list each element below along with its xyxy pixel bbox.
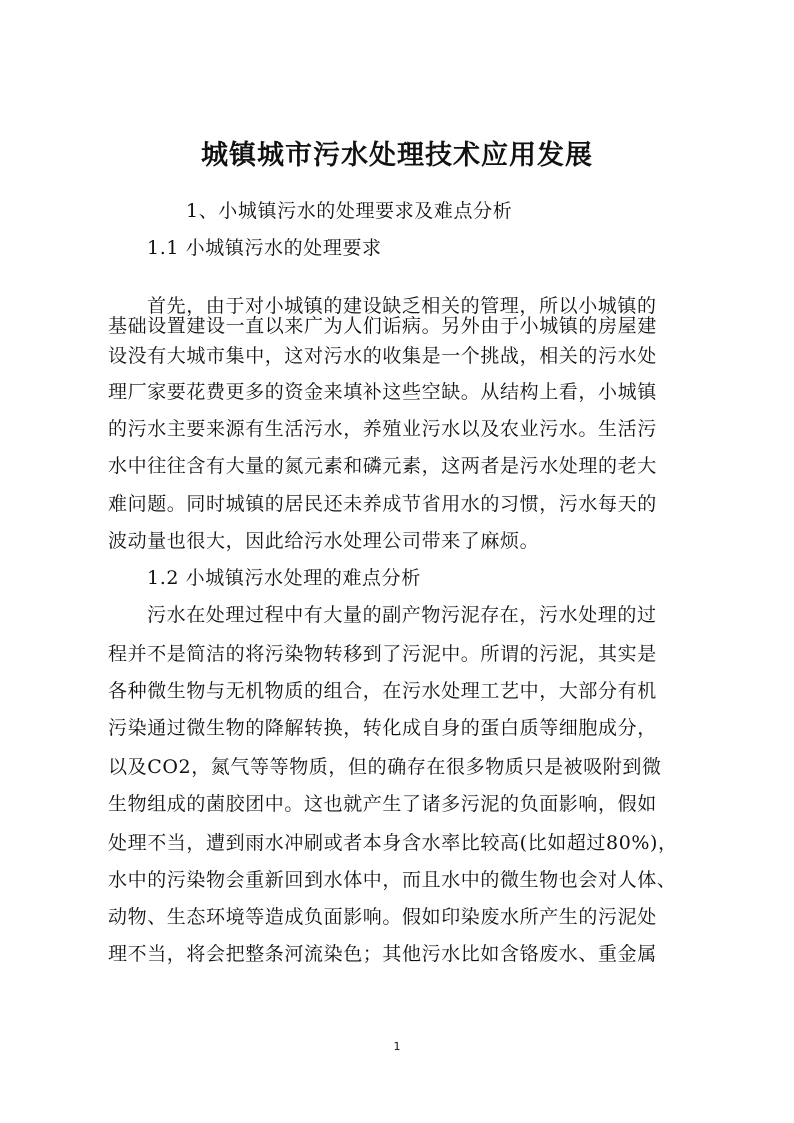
text-line: 各种微生物与无机物质的组合，在污水处理工艺中，大部分有机 <box>108 680 657 702</box>
page-number: 1 <box>393 1040 401 1053</box>
text-line: 的污水主要来源有生活污水，养殖业污水以及农业污水。生活污 <box>108 418 657 440</box>
text-line: 程并不是简洁的将污染物转移到了污泥中。所谓的污泥，其实是 <box>108 643 657 665</box>
text-line: 理厂家要花费更多的资金来填补这些空缺。从结构上看，小城镇 <box>108 381 657 403</box>
text-line: 理不当，将会把整条河流染色；其他污水比如含铬废水、重金属 <box>108 943 657 965</box>
text-line: 以及CO2，氮气等等物质，但的确存在很多物质只是被吸附到微 <box>108 756 662 778</box>
text-line: 污染通过微生物的降解转换，转化成自身的蛋白质等细胞成分， <box>108 717 657 739</box>
text-line: 波动量也很大，因此给污水处理公司带来了麻烦。 <box>108 530 540 552</box>
text-line: 生物组成的菌胶团中。这也就产生了诸多污泥的负面影响，假如 <box>108 793 657 815</box>
document-title: 城镇城市污水处理技术应用发展 <box>201 140 593 171</box>
text-line: 基础设置建设一直以来广为人们诟病。另外由于小城镇的房屋建 <box>108 315 657 337</box>
text-line: 设没有大城市集中，这对污水的收集是一个挑战，相关的污水处 <box>108 345 657 367</box>
text-line: 首先，由于对小城镇的建设缺乏相关的管理，所以小城镇的 <box>147 295 657 317</box>
subsection-heading: 1.2 小城镇污水处理的难点分析 <box>147 567 421 589</box>
text-line: 污水在处理过程中有大量的副产物污泥存在，污水处理的过 <box>147 604 657 626</box>
text-line: 动物、生态环境等造成负面影响。假如印染废水所产生的污泥处 <box>108 906 657 928</box>
text-line: 难问题。同时城镇的居民还未养成节省用水的习惯，污水每天的 <box>108 493 657 515</box>
section-heading: 1、小城镇污水的处理要求及难点分析 <box>186 200 513 222</box>
text-line: 水中往往含有大量的氮元素和磷元素，这两者是污水处理的老大 <box>108 455 657 477</box>
subsection-heading: 1.1 小城镇污水的处理要求 <box>147 237 382 259</box>
text-line: 水中的污染物会重新回到水体中，而且水中的微生物也会对人体、 <box>108 869 677 891</box>
text-line: 处理不当，遭到雨水冲刷或者本身含水率比较高(比如超过80%)， <box>108 832 678 854</box>
